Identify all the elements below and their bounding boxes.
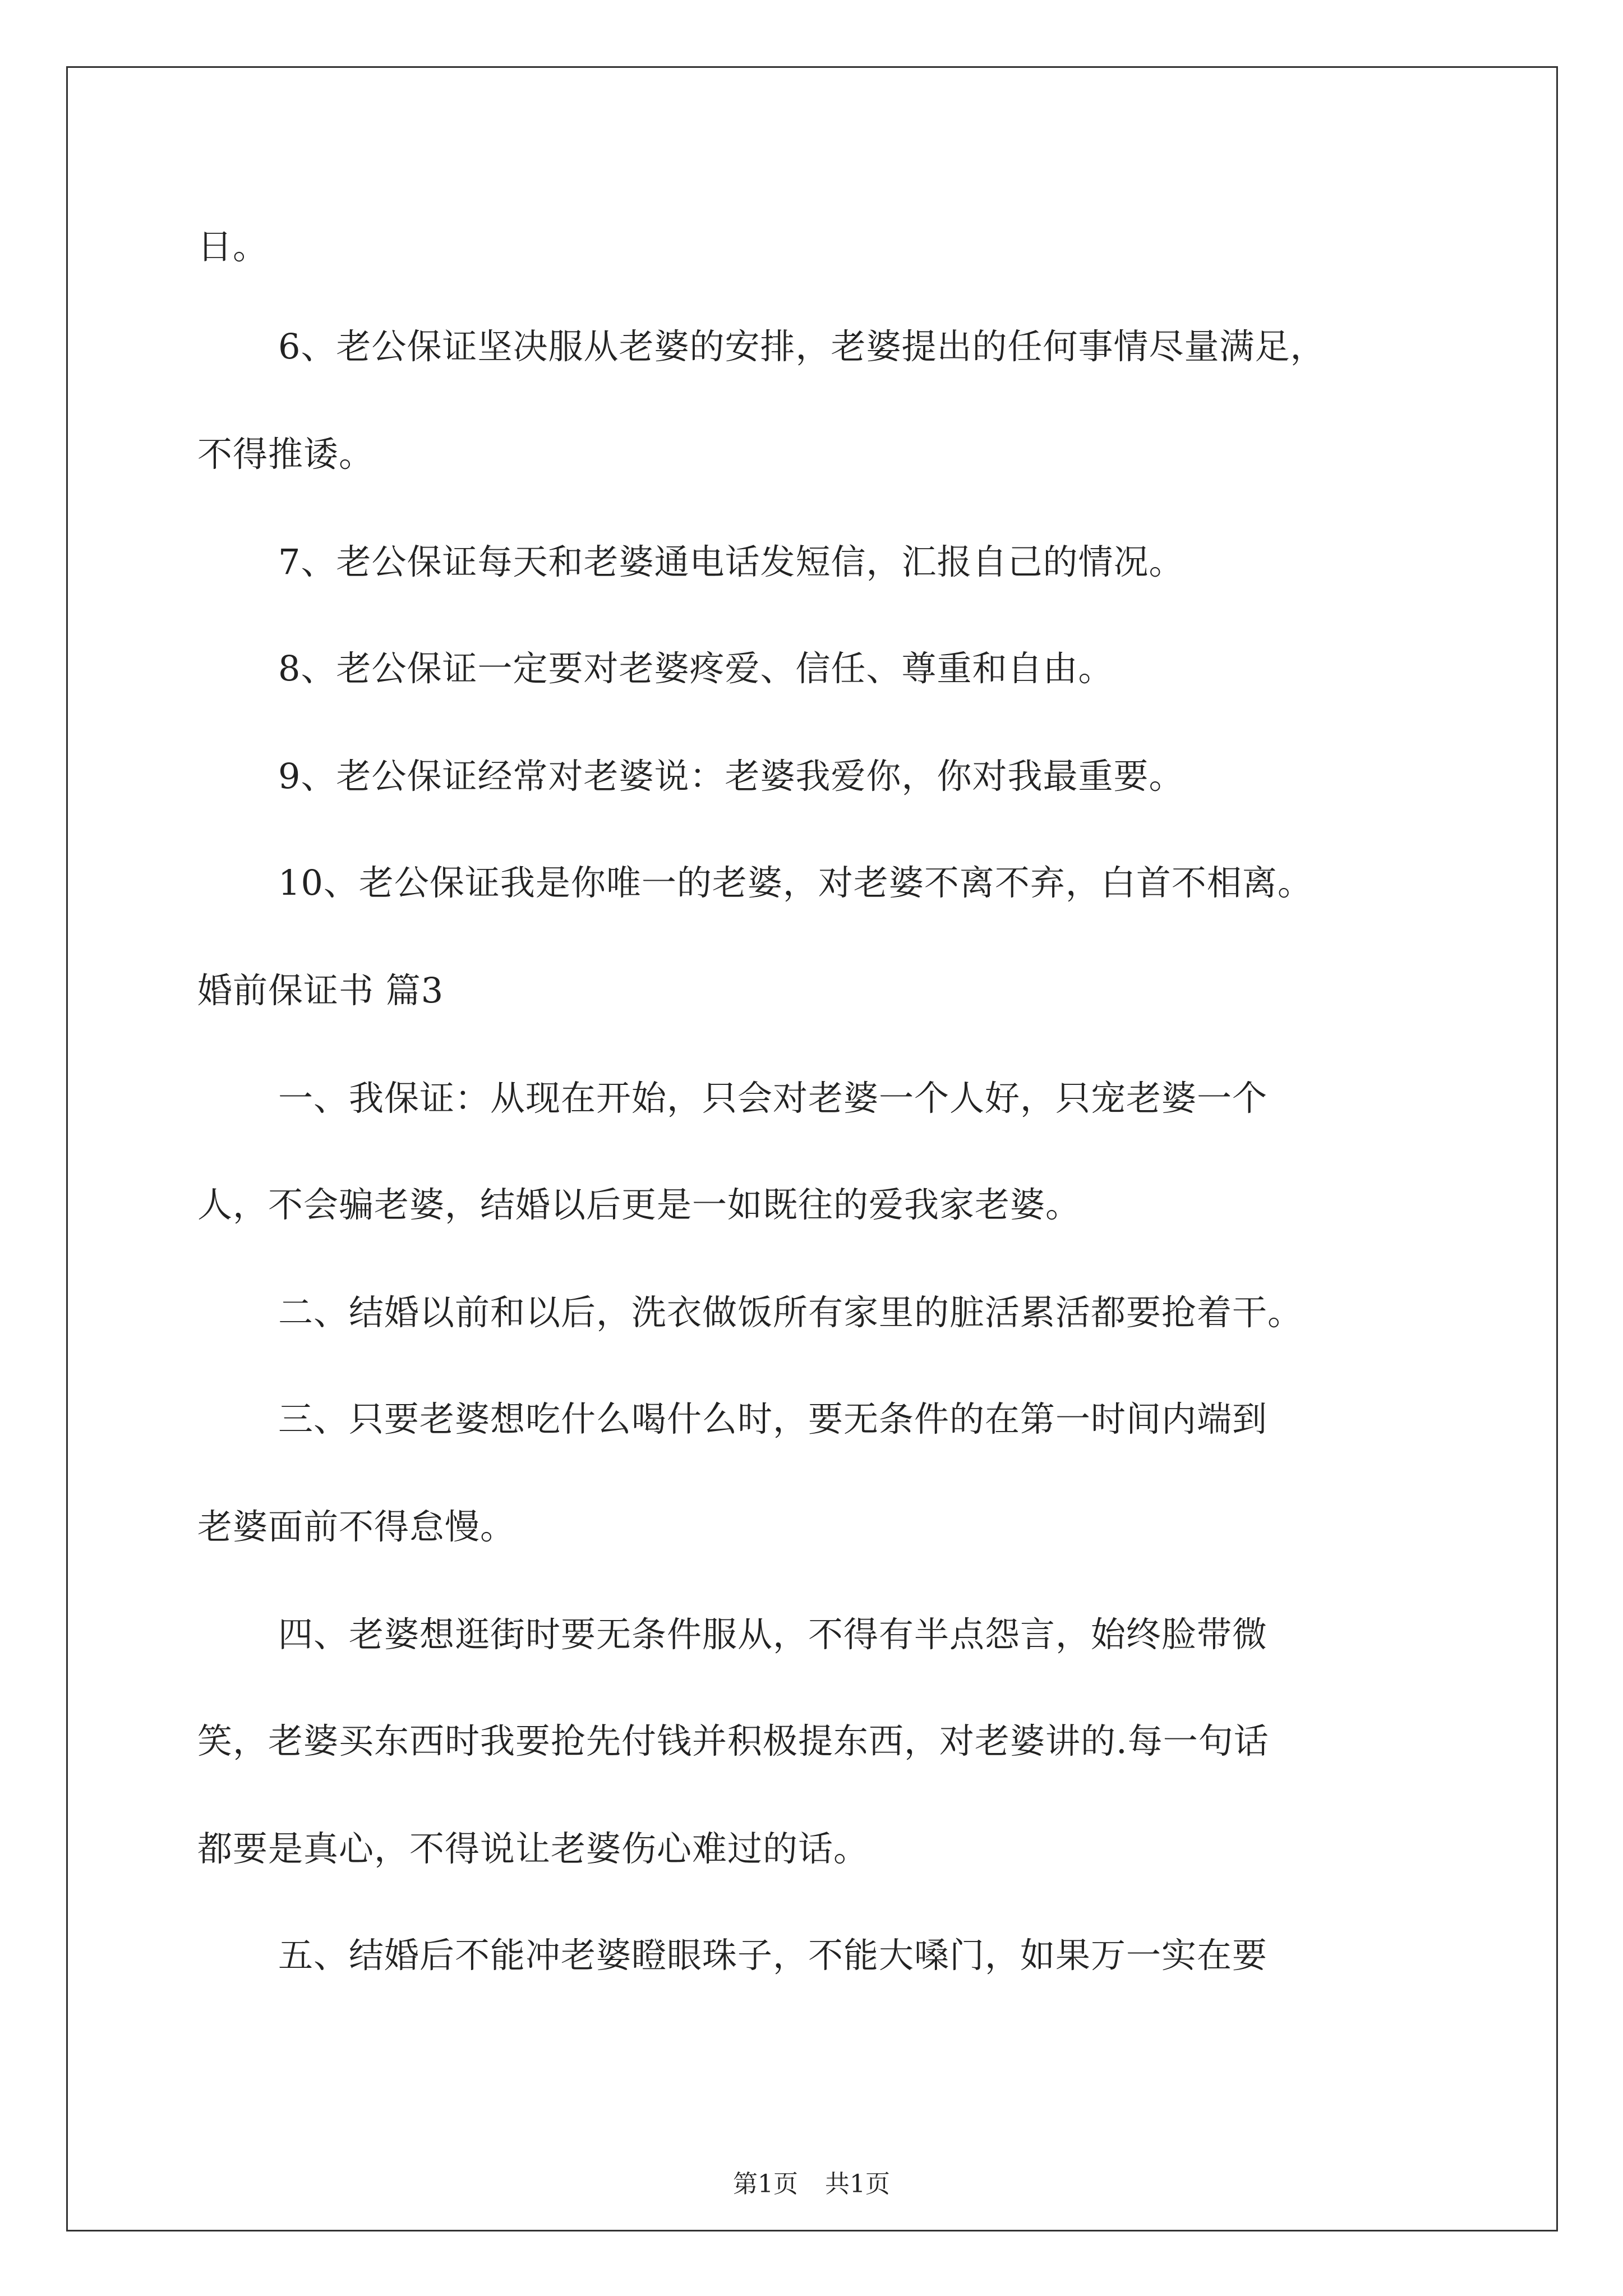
text-line: 三、只要老婆想吃什么喝什么时，要无条件的在第一时间内端到 [278, 1398, 1268, 1439]
section-heading: 婚前保证书 篇3 [197, 970, 444, 1011]
page-border [66, 66, 1558, 2231]
text-line: 6、老公保证坚决服从老婆的安排，老婆提出的任何事情尽量满足， [278, 326, 1326, 367]
text-line: 笑，老婆买东西时我要抢先付钱并积极提东西，对老婆讲的.每一句话 [197, 1720, 1269, 1761]
text-line: 9、老公保证经常对老婆说：老婆我爱你，你对我最重要。 [278, 756, 1184, 797]
page-number: 第1页 [733, 2170, 798, 2198]
text-line: 五、结婚后不能冲老婆瞪眼珠子，不能大嗓门，如果万一实在要 [278, 1935, 1268, 1976]
page-footer [0, 2169, 1623, 2200]
text-line: 二、结婚以前和以后，洗衣做饭所有家里的脏活累活都要抢着干。 [278, 1292, 1303, 1333]
text-line: 老婆面前不得怠慢。 [197, 1506, 516, 1547]
text-line: 人，不会骗老婆，结婚以后更是一如既往的爱我家老婆。 [197, 1184, 1081, 1225]
text-line: 都要是真心，不得说让老婆伤心难过的话。 [197, 1828, 869, 1869]
text-line: 不得推诿。 [197, 434, 375, 475]
text-line: 四、老婆想逛街时要无条件服从，不得有半点怨言，始终脸带微 [278, 1614, 1268, 1655]
page-total: 共1页 [825, 2170, 890, 2198]
text-line: 一、我保证：从现在开始，只会对老婆一个人好，只宠老婆一个 [278, 1078, 1268, 1119]
text-line: 10、老公保证我是你唯一的老婆，对老婆不离不弃，白首不相离。 [278, 862, 1313, 903]
text-line: 日。 [197, 226, 269, 267]
text-line: 8、老公保证一定要对老婆疼爱、信任、尊重和自由。 [278, 648, 1114, 689]
text-line: 7、老公保证每天和老婆通电话发短信，汇报自己的情况。 [278, 541, 1184, 582]
